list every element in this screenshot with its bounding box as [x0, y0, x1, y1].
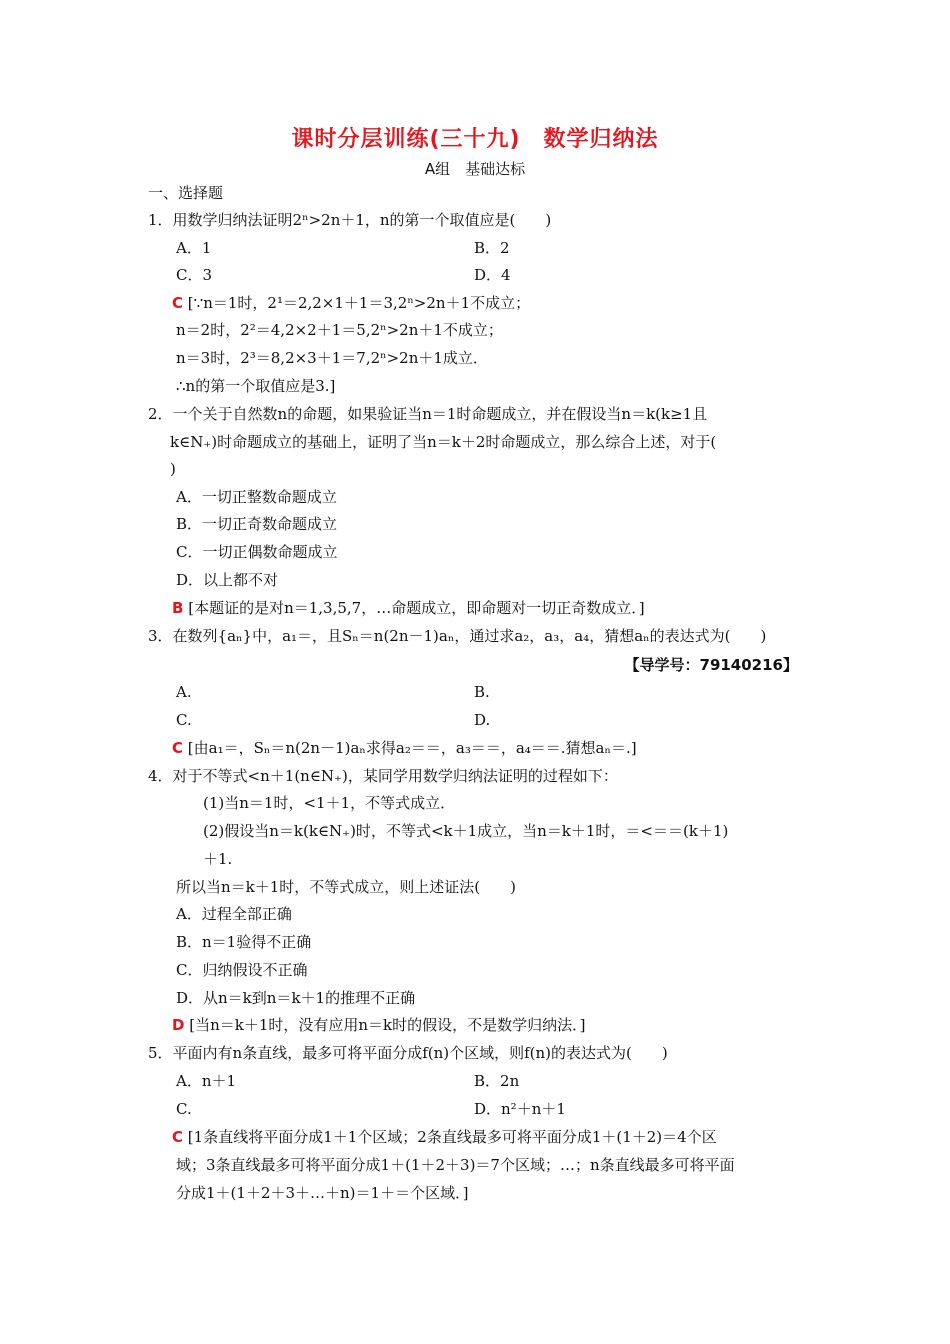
q2-explanation-line: [172, 598, 645, 618]
q4-step-2a: (2)假设当n＝k(k∈N₊)时，不等式<k＋1成立，当n＝k＋1时，＝<＝＝(k＋1): [203, 822, 729, 840]
q3-option-d: D.: [474, 711, 491, 729]
q2-stem-2: k∈N₊)时命题成立的基础上，证明了当n＝k＋2时命题成立，那么综合上述，对于(: [170, 433, 717, 451]
q5-option-c: C.: [176, 1100, 192, 1118]
q3-option-c: C.: [176, 711, 192, 729]
q4-answer: D: [172, 1016, 185, 1034]
q3-reference-number: 【导学号：79140216】: [624, 656, 798, 674]
q5-stem: 5．平面内有n条直线，最多可将平面分成f(n)个区域，则f(n)的表达式为( ): [148, 1044, 668, 1062]
page-title: 课时分层训练(三十九) 数学归纳法: [291, 127, 659, 152]
q1-exp-3: n＝3时，2³＝8,2×3＋1＝7,2ⁿ>2n＋1成立．: [176, 349, 488, 367]
q1-exp-1: [∵n＝1时，2¹＝2,2×1＋1＝3,2ⁿ>2n＋1不成立；: [187, 294, 531, 312]
q4-option-c: C．归纳假设不正确: [176, 961, 308, 979]
q1-stem: 1．用数学归纳法证明2ⁿ>2n＋1，n的第一个取值应是( ): [148, 211, 552, 229]
q5-option-d: D．n²＋n＋1: [474, 1100, 566, 1118]
q3-explanation-line: [172, 738, 637, 758]
q3-stem: 3．在数列{aₙ}中，a₁＝，且Sₙ＝n(2n－1)aₙ，通过求a₂，a₃，a₄，猜想aₙ的表达式为( ): [148, 627, 767, 645]
q3-exp-1: [由a₁＝，Sₙ＝n(2n－1)aₙ求得a₂＝＝，a₃＝＝，a₄＝＝.猜想aₙ＝.]: [187, 739, 637, 757]
q4-stem: 4．对于不等式<n＋1(n∈N₊)，某同学用数学归纳法证明的过程如下：: [148, 767, 618, 785]
q1-option-b: B．2: [474, 239, 510, 257]
section-heading: 一、选择题: [148, 184, 224, 202]
q4-conclusion: 所以当n＝k＋1时，不等式成立，则上述证法( ): [176, 878, 516, 896]
q2-exp-1: [本题证的是对n＝1,3,5,7，…命题成立，即命题对一切正奇数成立．]: [188, 599, 645, 617]
q2-option-a: A．一切正整数命题成立: [176, 488, 337, 506]
q4-exp-1: [当n＝k＋1时，没有应用n＝k时的假设，不是数学归纳法．]: [189, 1016, 586, 1034]
q1-explanation-line: [172, 293, 530, 313]
q5-answer: C: [172, 1128, 184, 1146]
q1-exp-2: n＝2时，2²＝4,2×2＋1＝5,2ⁿ>2n＋1不成立；: [176, 321, 503, 339]
q4-option-b: B．n＝1验得不正确: [176, 933, 312, 951]
q4-explanation-line: [172, 1015, 585, 1035]
q5-option-b: B．2n: [474, 1072, 520, 1090]
q5-explanation-line: [172, 1127, 717, 1147]
q1-answer: C: [172, 294, 184, 312]
q1-option-c: C．3: [176, 266, 213, 284]
q1-option-d: D．4: [474, 266, 511, 284]
q3-answer: C: [172, 739, 184, 757]
q5-option-a: A．n＋1: [176, 1072, 237, 1090]
q4-step-2b: ＋1.: [203, 850, 233, 868]
q2-option-b: B．一切正奇数命题成立: [176, 515, 338, 533]
q5-exp-1: [1条直线将平面分成1＋1个区域；2条直线最多可将平面分成1＋(1＋2)＝4个区: [187, 1128, 717, 1146]
q1-option-a: A．1: [176, 239, 212, 257]
q2-answer: B: [172, 599, 184, 617]
q4-option-d: D．从n＝k到n＝k＋1的推理不正确: [176, 989, 416, 1007]
q2-stem-1: 2．一个关于自然数n的命题，如果验证当n＝1时命题成立，并在假设当n＝k(k≥1且: [148, 405, 708, 423]
q3-option-a: A.: [176, 683, 192, 701]
q2-stem-3: ): [170, 460, 176, 478]
q5-exp-2: 域；3条直线最多可将平面分成1＋(1＋2＋3)＝7个区域；…；n条直线最多可将平面: [176, 1156, 735, 1174]
q4-option-a: A．过程全部正确: [176, 905, 292, 923]
q4-step-1: (1)当n＝1时，<1＋1，不等式成立．: [203, 794, 456, 812]
q2-option-c: C．一切正偶数命题成立: [176, 543, 338, 561]
q2-option-d: D．以上都不对: [176, 571, 279, 589]
q3-option-b: B.: [474, 683, 490, 701]
q1-exp-4: ∴n的第一个取值应是3.]: [176, 377, 336, 395]
q5-exp-3: 分成1＋(1＋2＋3＋…＋n)＝1＋＝个区域．]: [176, 1184, 469, 1202]
group-subtitle: A组 基础达标: [424, 160, 526, 178]
